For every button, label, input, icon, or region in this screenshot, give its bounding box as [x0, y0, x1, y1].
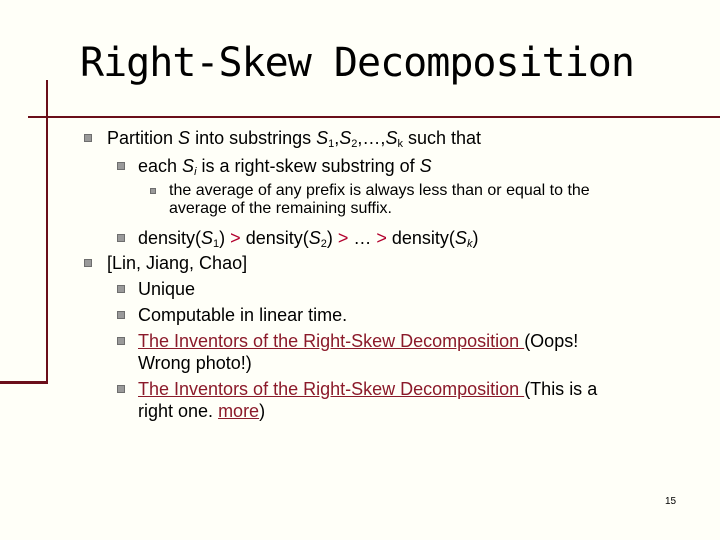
- bullet-partition: [107, 127, 481, 149]
- slide-title: Right-Skew Decomposition: [80, 40, 634, 86]
- bullet-inventors-wrong: [138, 330, 578, 352]
- var-s2: S: [308, 228, 321, 248]
- bullet-average-line1: the average of any prefix is always less than or equal to the: [169, 182, 590, 199]
- bullet-marker: [84, 259, 92, 267]
- text: (Oops!: [524, 331, 579, 351]
- bullet-marker: [117, 285, 125, 293]
- vertical-accent-rule-base: [0, 381, 48, 384]
- page-number: 15: [665, 496, 677, 507]
- text: ,…,: [357, 128, 386, 148]
- var-sk: S: [385, 128, 398, 148]
- bullet-marker: [117, 234, 125, 242]
- text: right one.: [138, 401, 219, 421]
- text: (This is a: [524, 379, 598, 399]
- var-s1: S: [201, 228, 214, 248]
- var-s: S: [182, 156, 195, 176]
- text: ,: [334, 128, 340, 148]
- greater-than: >: [371, 228, 392, 248]
- bullet-marker: [117, 337, 125, 345]
- subscript: 1: [328, 138, 335, 150]
- text: is a right-skew substring of: [196, 156, 420, 176]
- text: each: [138, 156, 183, 176]
- title-underline-rule: [28, 116, 720, 118]
- text: density(: [391, 228, 455, 248]
- bullet-inventors-right: [138, 378, 597, 400]
- inventors-link-right[interactable]: The Inventors of the Right-Skew Decomposition: [138, 379, 525, 399]
- text: ): [326, 228, 333, 248]
- var-s: S: [178, 128, 191, 148]
- bullet-marker: [150, 188, 156, 194]
- subscript: k: [397, 138, 403, 150]
- subscript: i: [194, 166, 197, 178]
- var-sk: S: [454, 228, 467, 248]
- text: density(: [138, 228, 202, 248]
- bullet-unique: Unique: [138, 279, 196, 299]
- bullet-marker: [117, 385, 125, 393]
- text: ): [219, 228, 226, 248]
- bullet-marker: [117, 162, 125, 170]
- bullet-inventors-wrong-line2: Wrong photo!): [138, 353, 252, 373]
- text: ): [259, 401, 266, 421]
- bullet-average-line2: average of the remaining suffix.: [169, 200, 392, 217]
- text: ): [472, 228, 479, 248]
- bullet-inventors-right-line2: [138, 400, 265, 422]
- subscript: 2: [351, 138, 358, 150]
- vertical-accent-rule: [46, 80, 48, 384]
- inventors-link-wrong[interactable]: The Inventors of the Right-Skew Decomposition: [138, 331, 525, 351]
- var-s1: S: [316, 128, 329, 148]
- greater-than: >: [332, 228, 354, 248]
- greater-than: >: [225, 228, 246, 248]
- var-s: S: [419, 156, 432, 176]
- text: …: [353, 228, 372, 248]
- bullet-marker: [84, 134, 92, 142]
- bullet-each-si: [138, 155, 432, 177]
- bullet-authors: [Lin, Jiang, Chao]: [107, 253, 248, 273]
- text: into substrings: [190, 128, 317, 148]
- bullet-density: [138, 227, 478, 249]
- bullet-marker: [117, 311, 125, 319]
- text: density(: [245, 228, 309, 248]
- text: such that: [402, 128, 481, 148]
- subscript: k: [466, 238, 473, 250]
- subscript: 1: [213, 238, 220, 250]
- bullet-computable: Computable in linear time.: [138, 305, 348, 325]
- text: Partition: [107, 128, 179, 148]
- more-link[interactable]: more: [218, 401, 260, 421]
- var-s2: S: [339, 128, 352, 148]
- subscript: 2: [320, 238, 327, 250]
